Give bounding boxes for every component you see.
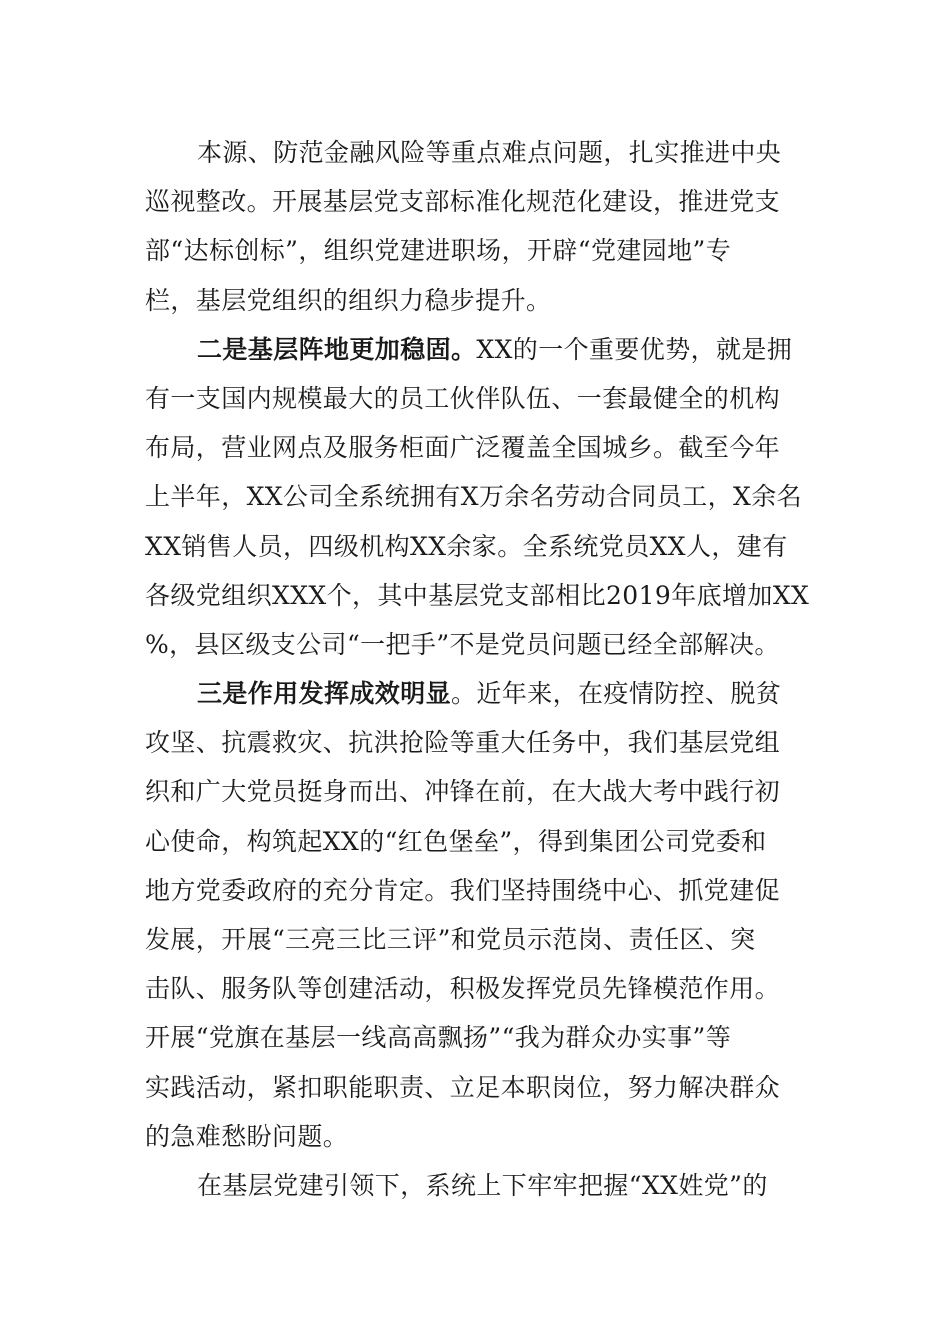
text-line: 击队、服务队等创建活动，积极发挥党员先锋模范作用。 [145,974,781,1004]
text-line: 有一支国内规模最大的员工伙伴队伍、一套最健全的机构 [145,383,781,413]
text-line: 布局，营业网点及服务柜面广泛覆盖全国城乡。截至今年 [145,433,781,463]
text-fragment: 。近年来，在疫情防控、脱贫 [451,679,782,709]
paragraph-3 [145,669,815,1161]
text-line: 的急难愁盼问题。 [145,1121,349,1151]
paragraph-heading: 三是作用发挥成效明显 [197,679,452,709]
text-line: 在基层党建引领下，系统上下牢牢把握“XX姓党”的 [197,1170,768,1200]
paragraph-1 [145,128,815,325]
text-line: 本源、防范金融风险等重点难点问题，扎实推进中央 [197,138,782,167]
text-line: 上半年，XX公司全系统拥有X万余名劳动合同员工，X余名 [145,482,802,512]
text-line: 部“达标创标”，组织党建进职场，开辟“党建园地”专 [145,236,732,266]
document-body [145,128,815,1210]
text-line [145,325,815,374]
text-line: 各级党组织XXX个，其中基层党支部相比2019年底增加XX [145,580,810,610]
paragraph-heading: 二是基层阵地更加稳固。 [197,334,477,364]
text-line: 攻坚、抗震救灾、抗洪抢险等重大任务中，我们基层党组 [145,728,781,758]
text-line: 实践活动，紧扣职能职责、立足本职岗位，努力解决群众 [145,1072,781,1102]
paragraph-4 [145,1161,815,1210]
text-line: 发展，开展“三亮三比三评”和党员示范岗、责任区、突 [145,925,756,954]
text-fragment: XX的一个重要优势，就是拥 [476,334,793,364]
text-line: 开展“党旗在基层一线高高飘扬”“我为群众办实事”等 [145,1023,732,1053]
text-line: 巡视整改。开展基层党支部标准化规范化建设，推进党支 [145,187,781,217]
text-line: %，县区级支公司“一把手”不是党员问题已经全部解决。 [145,629,780,659]
text-line: 栏，基层党组织的组织力稳步提升。 [145,285,552,315]
text-line [145,669,815,718]
text-line: 心使命，构筑起XX的“红色堡垒”，得到集团公司党委和 [145,826,767,856]
paragraph-2 [145,325,815,669]
text-line: XX销售人员，四级机构XX余家。全系统党员XX人，建有 [145,531,788,561]
text-line: 织和广大党员挺身而出、冲锋在前，在大战大考中践行初 [145,777,781,807]
text-line: 地方党委政府的充分肯定。我们坚持围绕中心、抓党建促 [145,875,781,905]
